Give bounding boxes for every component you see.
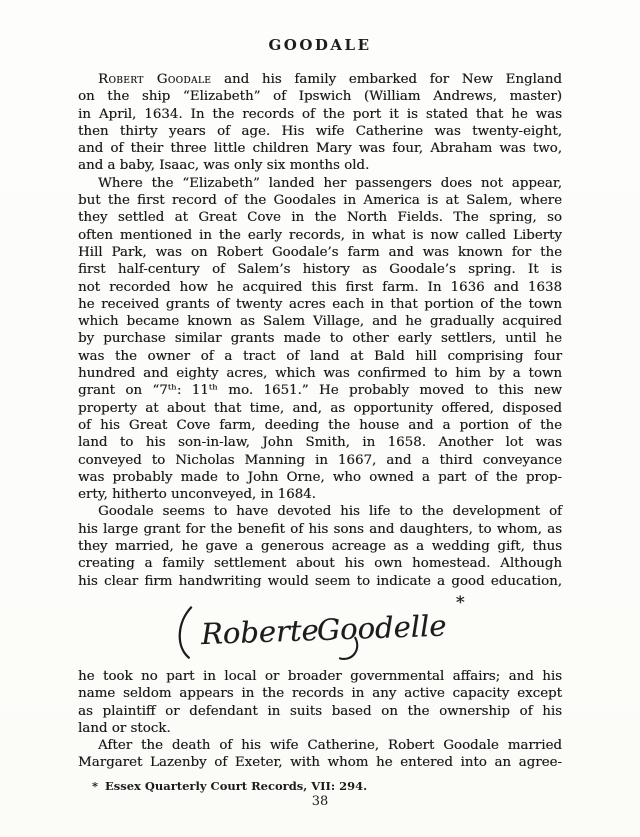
paragraph (78, 175, 562, 504)
text-line: by purchase similar grants made to other early settlers, until he (78, 331, 562, 347)
text-line: in April, 1634. In the records of the port it is stated that he was (78, 106, 562, 122)
text-line: land to his son-in-law, John Smith, in 1658. Another lot was (78, 435, 562, 451)
text-line: first half-century of Salem’s history as Goodale’s spring. It is (78, 262, 562, 278)
text-line: on the ship “Elizabeth” of Ipswich (William Andrews, master) (78, 89, 562, 105)
text-line: land or stock. (78, 720, 171, 736)
page-number: 38 (311, 794, 329, 809)
text-line: they married, he gave a generous acreage as a wedding gift, thus (78, 539, 562, 555)
text-line: he received grants of twenty acres each in that portion of the town (78, 296, 562, 312)
text-line: name seldom appears in the records in any active capacity except (78, 686, 562, 702)
footnote-marker: * (92, 778, 99, 793)
text-line: Goodale seems to have devoted his life to the development of (98, 504, 562, 520)
text-line: Margaret Lazenby of Exeter, with whom he entered into an agree- (78, 755, 562, 771)
paragraph (78, 737, 562, 772)
text-line: was the owner of a tract of land at Bald hill comprising four (78, 348, 562, 364)
footnote-text: Essex Quarterly Court Records, VII: 294. (105, 778, 368, 793)
signature-block (78, 593, 562, 667)
text-line: grant on “7ᵗʰ: 11ᵗʰ mo. 1651.” He probably moved to this new (78, 383, 562, 399)
text-line: he took no part in local or broader governmental affairs; and his (78, 668, 562, 684)
text-line: and of their three little children Mary was four, Abraham was two, (78, 141, 562, 157)
text-line: then thirty years of age. His wife Catherine was twenty-eight, (78, 123, 562, 139)
text-line: After the death of his wife Catherine, Robert Goodale married (98, 738, 562, 754)
signature-flourish (179, 607, 193, 657)
text-line: of his Great Cove farm, deeding the house and a portion of the (78, 417, 562, 433)
paragraph (78, 503, 562, 589)
signature-asterisk: * (455, 592, 465, 614)
text-line: Hill Park, was on Robert Goodale’s farm and was known for the (78, 244, 562, 260)
text-line: they settled at Great Cove in the North Fields. The spring, so (78, 210, 562, 226)
text-line: and a baby, Isaac, was only six months old. (78, 158, 370, 174)
text-line: was probably made to John Orne, who owned a part of the prop- (78, 469, 562, 485)
text-column (78, 71, 562, 794)
paragraphs-before-signature (78, 71, 562, 590)
text-line: Robert Goodale and his family embarked for New England (98, 72, 562, 87)
text-line: conveyed to Nicholas Manning in 1667, and a third conveyance (78, 452, 562, 468)
paragraph (78, 668, 562, 737)
text-line: Where the “Elizabeth” landed her passengers does not appear, (98, 175, 562, 191)
text-line: his clear firm handwriting would seem to indicate a good education, (78, 573, 562, 589)
text-line: hundred and eighty acres, which was confirmed to him by a town (78, 366, 562, 382)
signature-last-name: Goodelle (316, 608, 447, 648)
signature-first-name: Roberte (200, 612, 320, 652)
footnote (78, 779, 562, 794)
paragraphs-after-signature (78, 668, 562, 772)
text-line: often mentioned in the early records, in what is now called Liberty (78, 227, 562, 243)
signature-image (165, 593, 475, 665)
text-line: as plaintiff or defendant in suits based on the ownership of his (78, 703, 562, 719)
small-caps-name: Robert Goodale (98, 72, 212, 87)
text-line: erty, hitherto unconveyed, in 1684. (78, 487, 316, 503)
text-line: property at about that time, and, as opportunity offered, disposed (78, 400, 562, 416)
page-title: GOODALE (268, 36, 372, 54)
paragraph (78, 71, 562, 175)
text-line: which became known as Salem Village, and he gradually acquired (78, 314, 562, 330)
text-line: not recorded how he acquired this first farm. In 1636 and 1638 (78, 279, 562, 295)
text-line: his large grant for the benefit of his sons and daughters, to whom, as (78, 521, 562, 537)
text-line: but the first record of the Goodales in America is at Salem, where (78, 193, 562, 209)
text-line: creating a family settlement about his own homestead. Although (78, 556, 562, 572)
